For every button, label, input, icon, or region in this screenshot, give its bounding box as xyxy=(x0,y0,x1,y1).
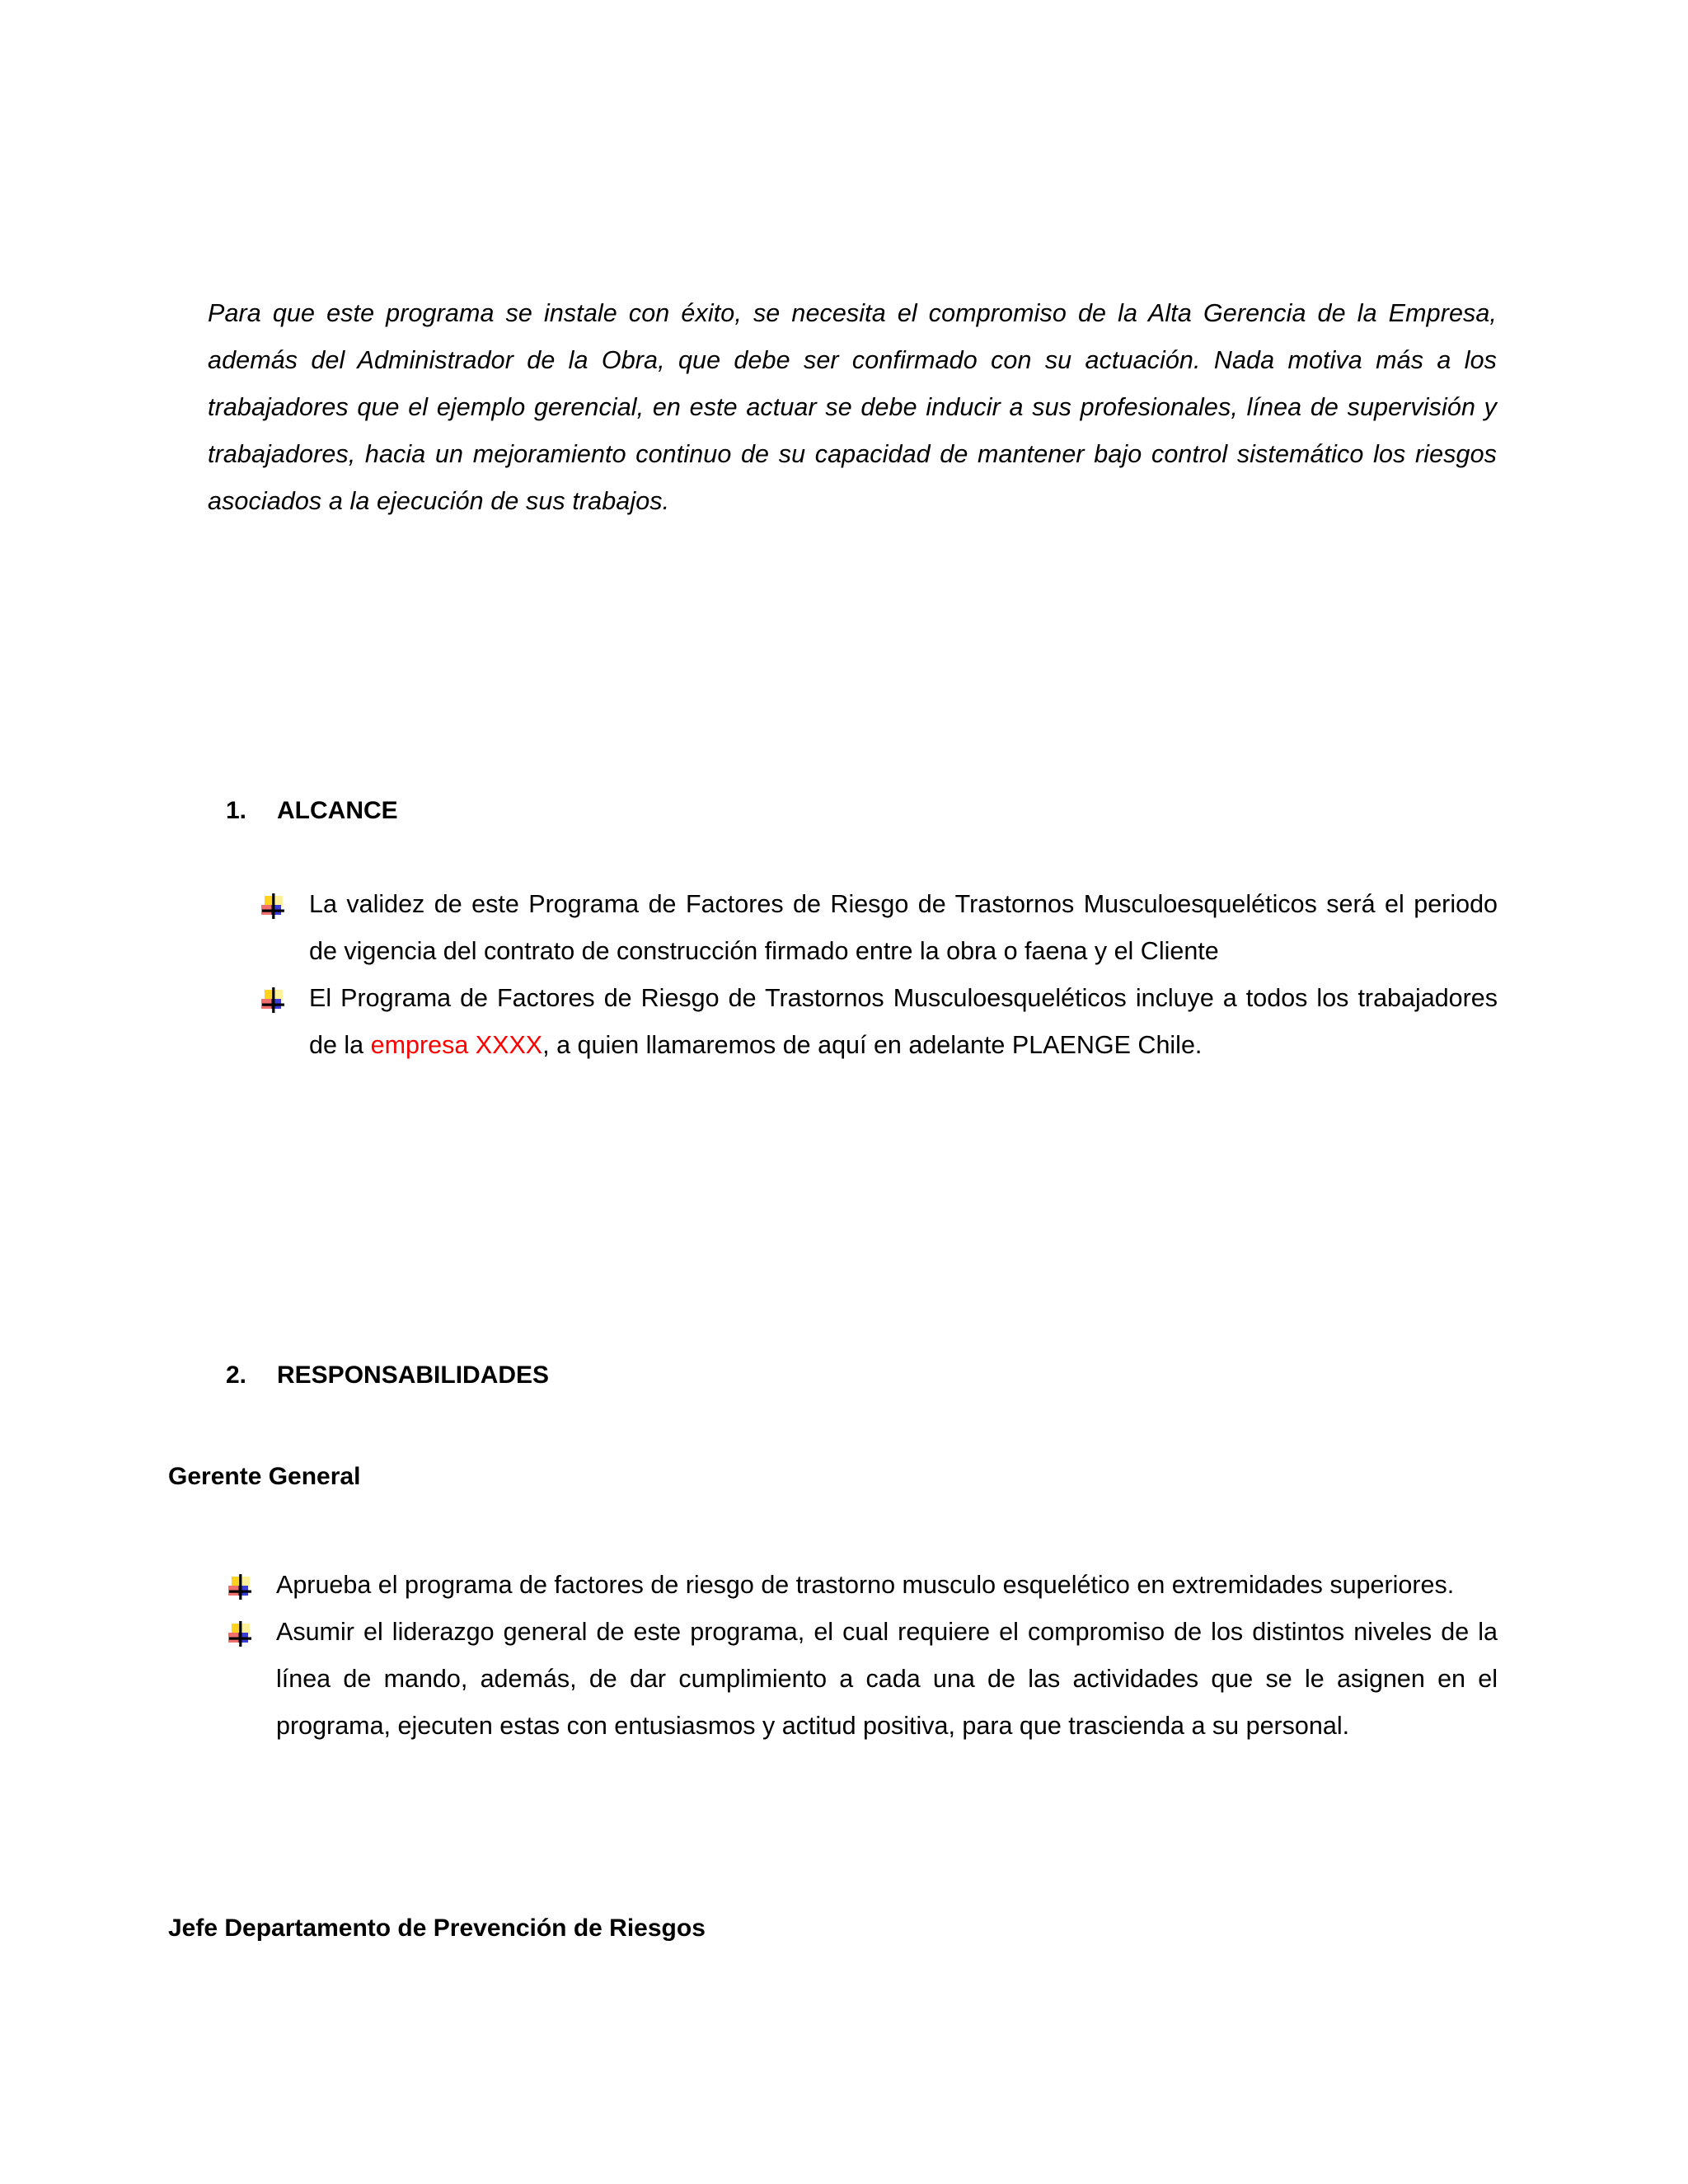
list-item-text xyxy=(309,881,1498,975)
section-heading-alcance xyxy=(226,793,398,829)
list-item-text-main: Aprueba el programa de factores de riesgo de trastorno musculo esquelético en extremidades superiores. xyxy=(276,1571,1455,1599)
list-item xyxy=(258,975,1498,1069)
list-item-text-main: El Programa de Factores de Riesgo de Trastornos Musculoesqueléticos incluye a todos los trabajadores de la xyxy=(309,984,1498,1059)
highlighted-company-name: empresa XXXX xyxy=(370,1031,543,1059)
colored-cross-bullet-icon xyxy=(227,1620,255,1648)
subheading-jefe-departamento-prevencion-riesgos: Jefe Departamento de Prevención de Riesgos xyxy=(168,1915,706,1942)
intro-paragraph-block xyxy=(208,290,1497,525)
section-title: ALCANCE xyxy=(277,797,398,824)
section-number: 1. xyxy=(226,797,247,824)
colored-cross-bullet-icon xyxy=(260,893,288,921)
list-item-text-main: La validez de este Programa de Factores de Riesgo de Trastornos Musculoesqueléticos será el periodo de vigencia del contrato de construcción firmado entre la obra o faena y el Cliente xyxy=(309,890,1498,965)
colored-cross-bullet-icon xyxy=(260,987,288,1015)
section-title: RESPONSABILIDADES xyxy=(277,1361,550,1389)
intro-paragraph: Para que este programa se instale con éxito, se necesita el compromiso de la Alta Gerencia de la Empresa, además del Administrador de la Obra, que debe ser confirmado con su actuación. Nada motiva más a los trabajadores que el ejemplo gerencial, en este actuar se debe inducir a sus profesionales, línea de supervisión y trabajadores, hacia un mejoramiento continuo de su capacidad de mantener bajo control sistemático los riesgos asociados a la ejecución de sus trabajos. xyxy=(208,299,1497,515)
colored-cross-bullet-icon xyxy=(227,1573,255,1601)
alcance-bullet-list xyxy=(258,881,1498,1069)
list-item xyxy=(225,1562,1498,1609)
section-number: 2. xyxy=(226,1361,247,1389)
list-item-text-main: Asumir el liderazgo general de este programa, el cual requiere el compromiso de los distintos niveles de la línea de mando, además, de dar cumplimiento a cada una de las actividades que se le asignen en el programa, ejecuten estas con entusiasmos y actitud positiva, para que trascienda a su personal. xyxy=(276,1618,1498,1740)
list-item xyxy=(258,881,1498,975)
subheading-gerente-general: Gerente General xyxy=(168,1463,361,1490)
list-item-text-tail: , a quien llamaremos de aquí en adelante PLAENGE Chile. xyxy=(542,1031,1203,1059)
list-item-text xyxy=(276,1562,1498,1609)
list-item xyxy=(225,1609,1498,1750)
section-heading-responsabilidades xyxy=(226,1357,549,1394)
list-item-text xyxy=(309,975,1498,1069)
list-item-text xyxy=(276,1609,1498,1750)
gerente-general-bullet-list xyxy=(225,1562,1498,1750)
